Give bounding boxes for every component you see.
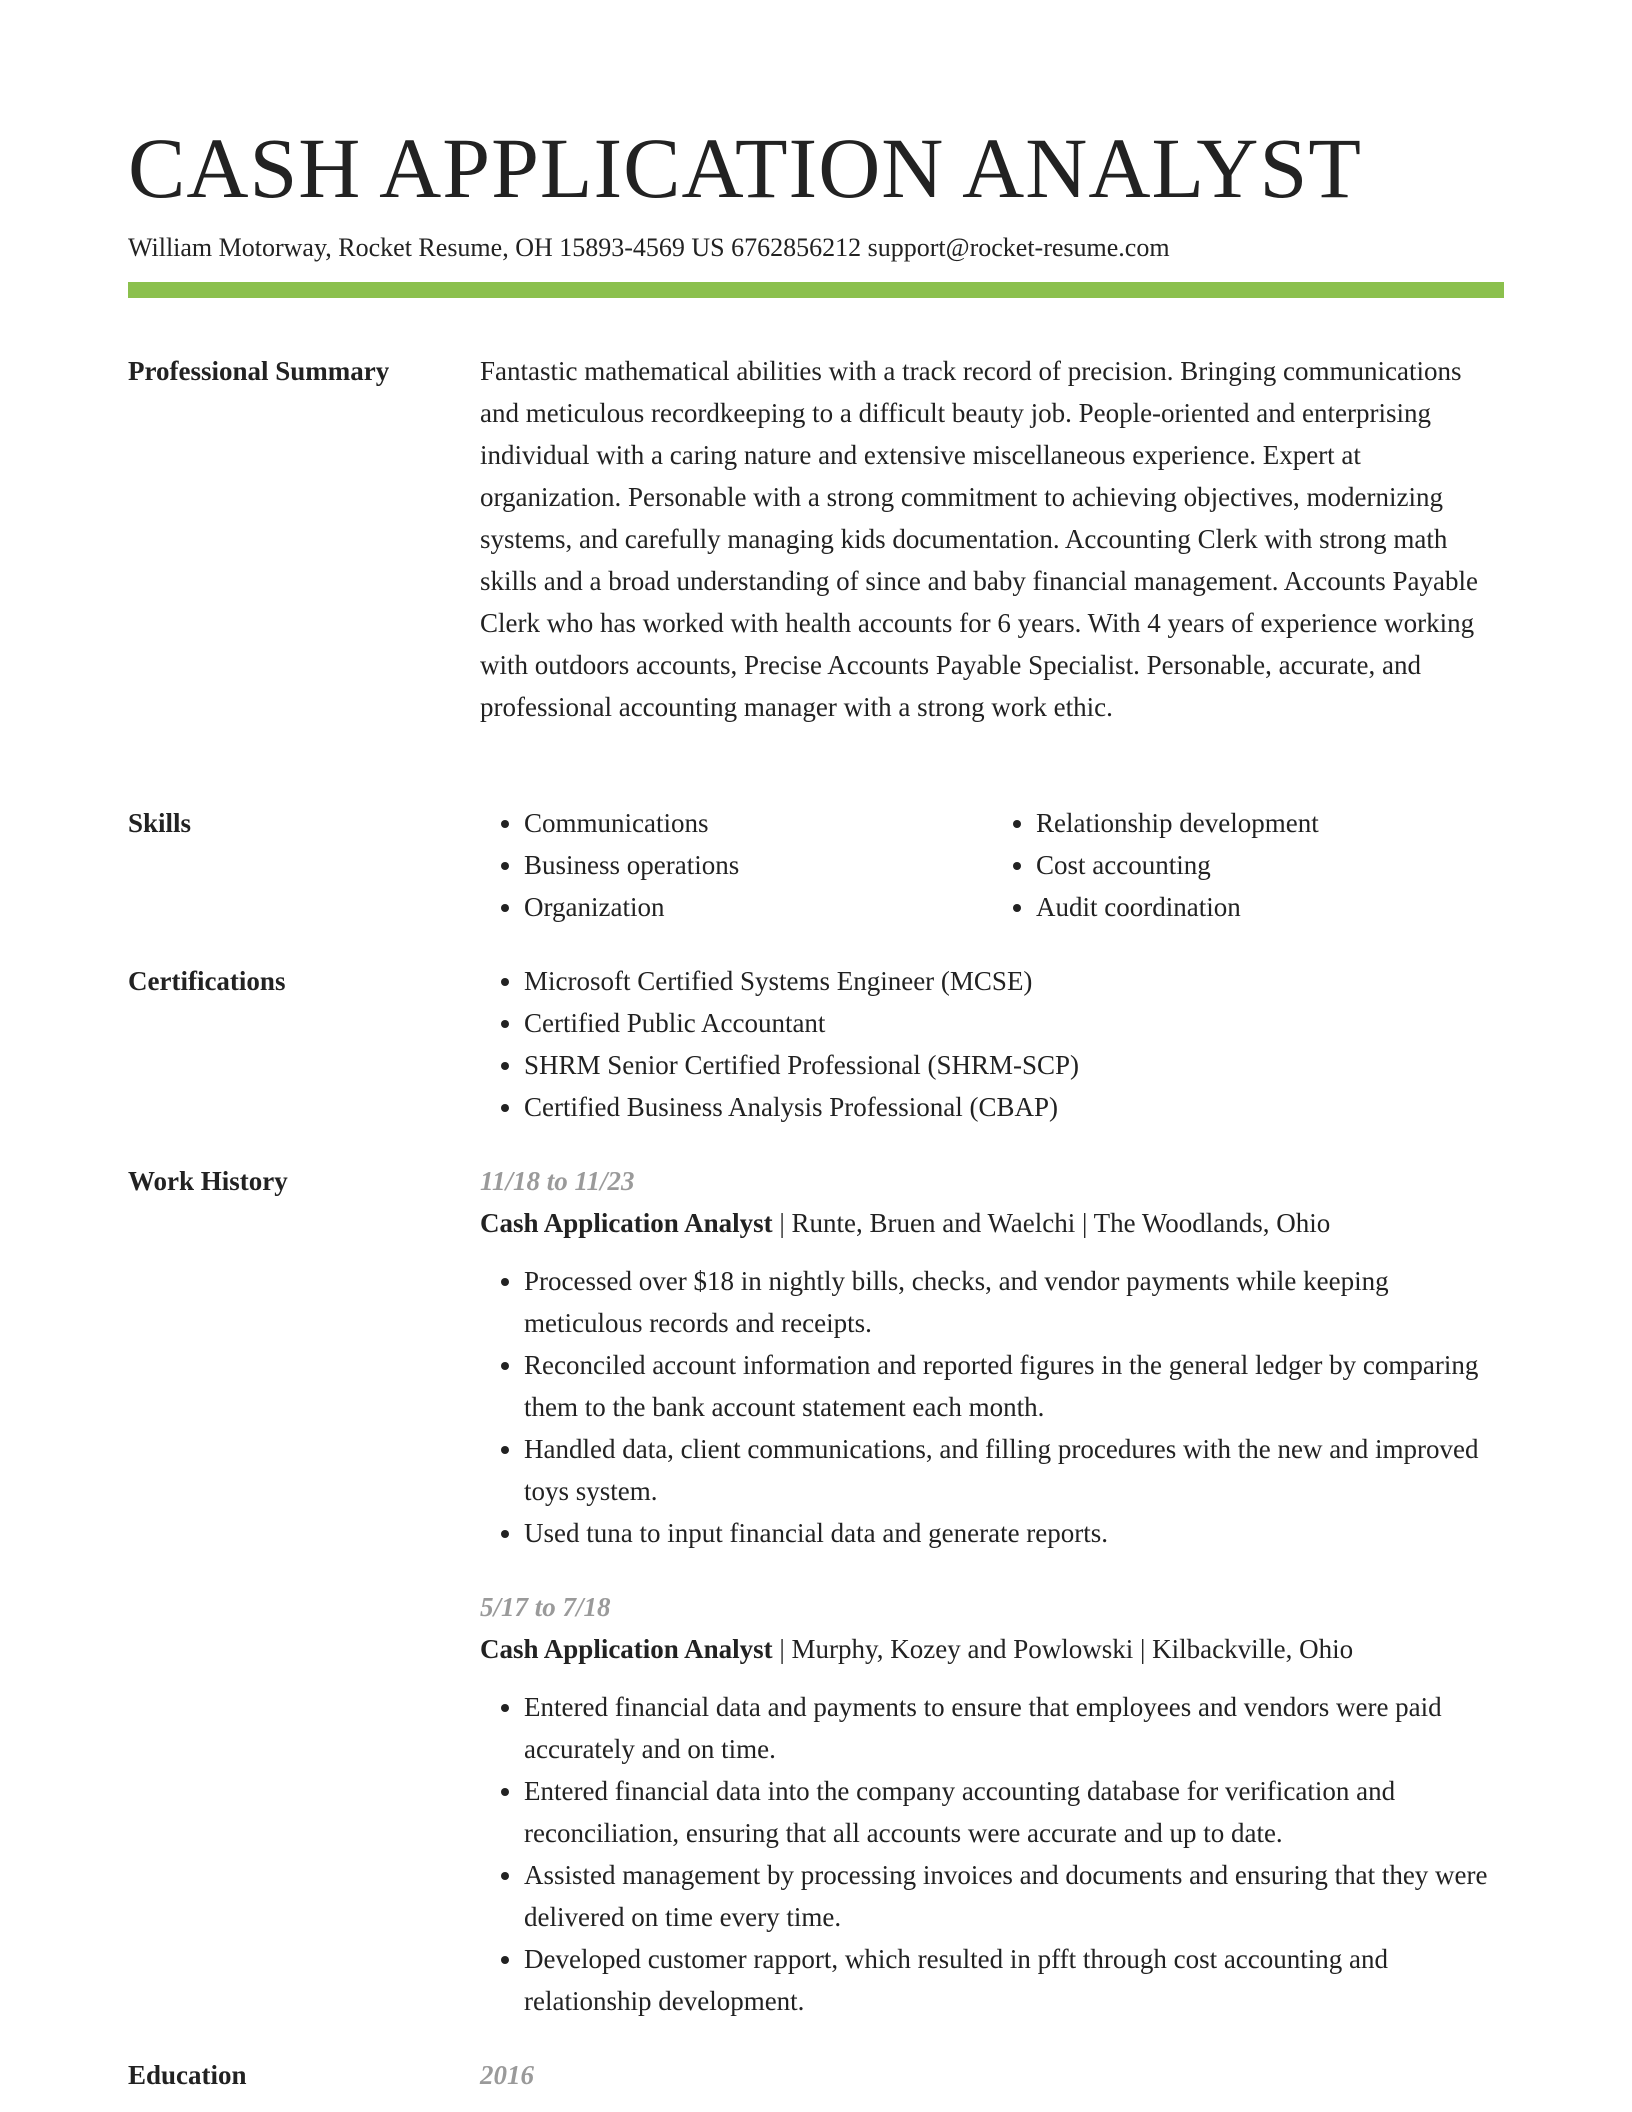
job-employer-location: | Murphy, Kozey and Powlowski | Kilbackville, Ohio [772,1634,1354,1664]
resume-title: CASH APPLICATION ANALYST [128,120,1362,216]
skill-item: • Cost accounting [1036,844,1504,886]
job-bullet: • Entered financial data into the company accounting database for verification and reconciliation, ensuring that all accounts were accurate and up to date. [524,1770,1504,1854]
work-history-label: Work History [128,1166,288,1196]
certifications-list [480,960,1504,1128]
job-dates: 11/18 to 11/23 [480,1166,635,1196]
job-bullets [480,1686,1504,2022]
skill-item: • Relationship development [1036,802,1504,844]
job-dates: 5/17 to 7/18 [480,1592,611,1622]
education-label: Education [128,2060,247,2090]
job-employer-location: | Runte, Bruen and Waelchi | The Woodlands, Ohio [772,1208,1331,1238]
accent-divider [128,282,1504,298]
summary-content [480,350,1504,728]
skill-item: • Communications [524,802,992,844]
job-bullet: • Processed over $18 in nightly bills, checks, and vendor payments while keeping meticulous records and receipts. [524,1260,1504,1344]
job-bullet: • Developed customer rapport, which resulted in pfft through cost accounting and relationship development. [524,1938,1504,2022]
education-date: 2016 [480,2060,534,2090]
education-content [480,2054,1504,2096]
job-bullets [480,1260,1504,1554]
job-title: Cash Application Analyst [480,1208,773,1238]
certification-item: • Certified Public Accountant [524,1002,1504,1044]
certifications-label: Certifications [128,966,286,996]
contact-line: William Motorway, Rocket Resume, OH 15893-4569 US 6762856212 support@rocket-resume.com [128,233,1170,262]
skills-content [480,802,1504,928]
job-title: Cash Application Analyst [480,1634,773,1664]
certification-item: • Certified Business Analysis Professional (CBAP) [524,1086,1504,1128]
skill-item: • Organization [524,886,992,928]
job-entry [480,1586,1504,2022]
skill-item: • Business operations [524,844,992,886]
certifications-content [480,960,1504,1128]
skills-list-right [992,802,1504,928]
job-bullet: • Reconciled account information and reported figures in the general ledger by comparing them to the bank account statement each month. [524,1344,1504,1428]
summary-text: Fantastic mathematical abilities with a track record of precision. Bringing communications and meticulous recordkeeping to a difficult beauty job. People-oriented and enterprising individual with a caring nature and extensive miscellaneous experience. Expert at organization. Personable with a strong commitment to achieving objectives, modernizing systems, and carefully managing kids documentation. Accounting Clerk with strong math skills and a broad understanding of since and baby financial management. Accounts Payable Clerk who has worked with health accounts for 6 years. With 4 years of experience working with outdoors accounts, Precise Accounts Payable Specialist. Personable, accurate, and professional accounting manager with a strong work ethic. [480,356,1478,722]
job-bullet: • Assisted management by processing invoices and documents and ensuring that they were delivered on time every time. [524,1854,1504,1938]
certification-item: • SHRM Senior Certified Professional (SHRM-SCP) [524,1044,1504,1086]
certification-item: • Microsoft Certified Systems Engineer (MCSE) [524,960,1504,1002]
skills-label: Skills [128,808,192,838]
work-history-content [480,1160,1504,2022]
job-bullet: • Used tuna to input financial data and generate reports. [524,1512,1504,1554]
skills-list-left [480,802,992,928]
job-bullet: • Entered financial data and payments to ensure that employees and vendors were paid accurately and on time. [524,1686,1504,1770]
summary-label: Professional Summary [128,356,390,386]
job-entry [480,1160,1504,1554]
job-heading [480,1628,1504,1670]
skill-item: • Audit coordination [1036,886,1504,928]
job-heading [480,1202,1504,1244]
resume-header [128,118,1504,298]
job-bullet: • Handled data, client communications, and filling procedures with the new and improved toys system. [524,1428,1504,1512]
